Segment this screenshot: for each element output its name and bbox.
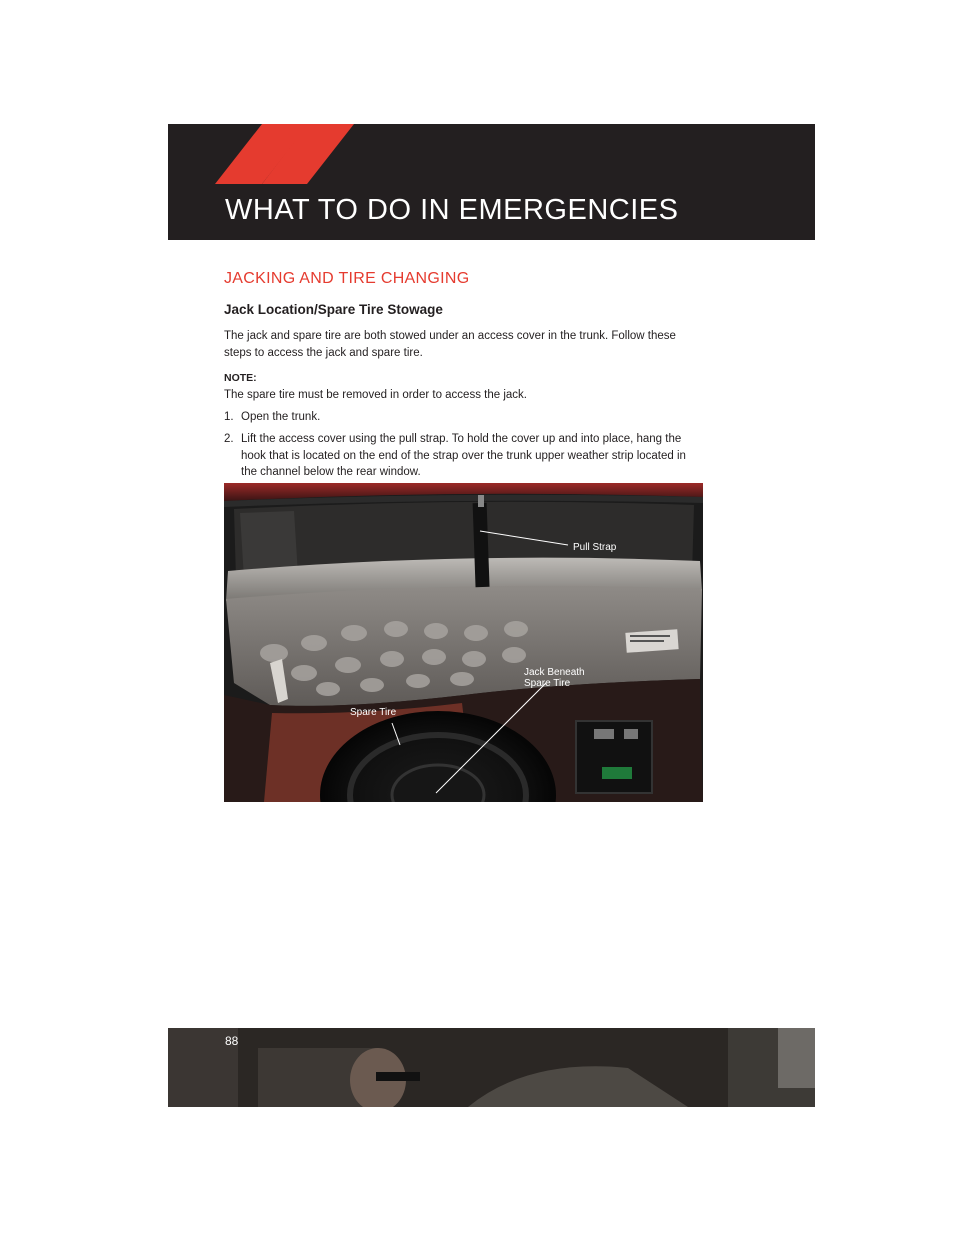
section-subtitle: Jack Location/Spare Tire Stowage [224,302,443,317]
footer-band [168,1028,815,1107]
footer-background [168,1028,815,1107]
section-title: JACKING AND TIRE CHANGING [224,270,470,287]
note-text: The spare tire must be removed in order to access the jack. [224,388,527,401]
chapter-header [168,124,815,240]
step-number: 1. [224,411,234,423]
step-item [224,431,704,481]
page-number: 88 [225,1034,239,1048]
step-item [224,409,704,426]
step-text: Lift the access cover using the pull strap. To hold the cover up and into place, hang the hook that is located on the end of the strap over the trunk upper weather strip located in the channel below the rear window. [241,433,686,478]
callout-spare-tire: Spare Tire [350,707,397,718]
step-text: Open the trunk. [241,411,321,423]
note-label: NOTE: [224,372,257,384]
trunk-illustration [224,483,703,802]
step-number: 2. [224,433,234,445]
callout-jack: Jack Beneath Spare Tire [524,667,585,689]
note-block [224,370,704,403]
trunk-photo [224,483,703,802]
intro-paragraph: The jack and spare tire are both stowed under an access cover in the trunk. Follow these steps to access the jack and spare tire. [224,330,676,359]
callout-pull-strap: Pull Strap [573,542,617,553]
chapter-title: WHAT TO DO IN EMERGENCIES [225,194,679,226]
